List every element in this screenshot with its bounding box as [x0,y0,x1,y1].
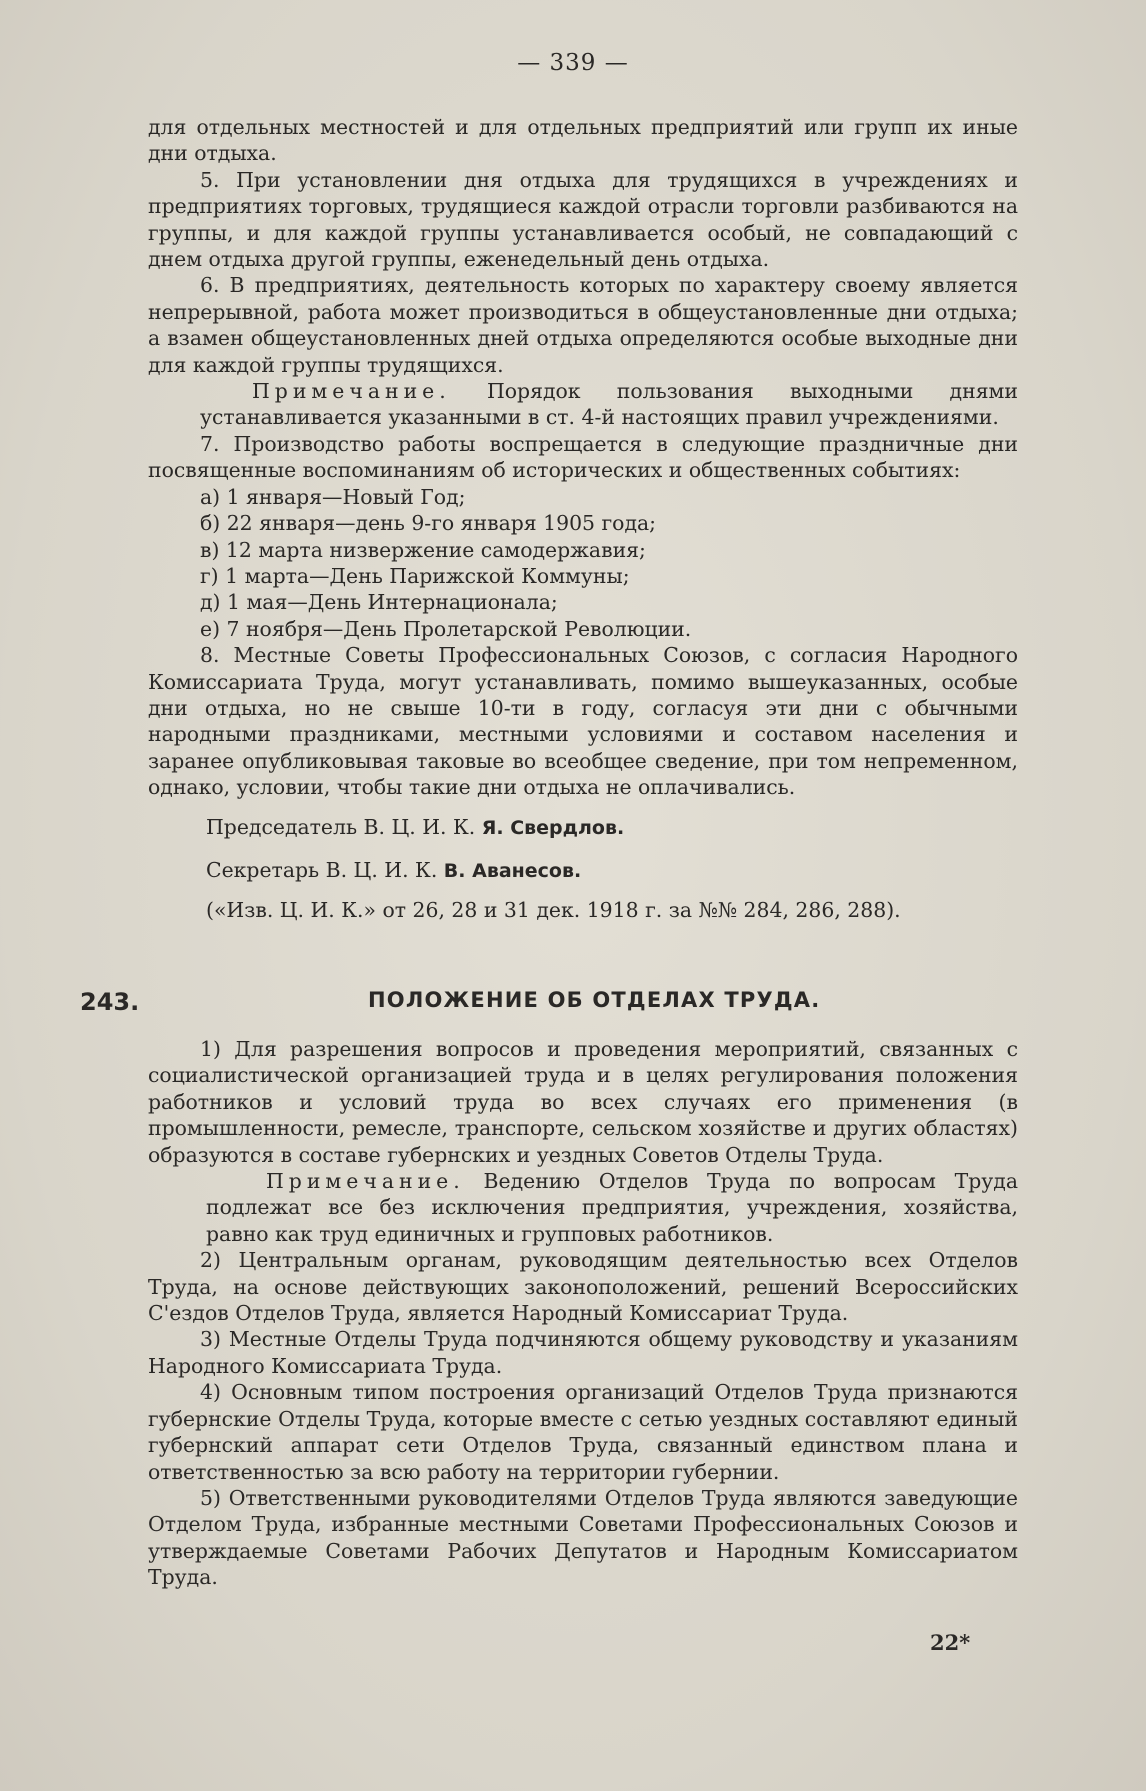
note [148,378,1018,431]
holiday-item: в) 12 марта низвержение самодержавия; [200,537,646,562]
signature-mark: 22* [930,1630,971,1655]
note-label: Примечание. [252,379,451,404]
page-number: — 339 — [517,50,629,76]
paragraph-6: 6. В предприятиях, деятельность которых по характеру своему является непрерывной, работа может производиться в общеустановленные дни отдыха; а взамен общеустановленных дней отдыха определяются особые выходные дни для каждой группы трудящихся. [148,273,1018,377]
signature-secretary [148,854,1018,887]
section-number: 243. [80,988,140,1016]
signature-chairman [148,811,1018,844]
note-text: Ведению Отделов Труда по вопросам Труда подлежат все без исключения предприятия, учреждения, хозяйства, равно как труд единичных и групповых работников. [206,1169,1019,1246]
note-text: Порядок пользования выходными днями устанавливается указанными в ст. 4-й настоящих правил учреждениями. [200,379,1019,430]
signature-title: Председатель В. Ц. И. К. [206,814,476,839]
holiday-item: д) 1 мая—День Интернационала; [200,590,558,615]
holiday-item: а) 1 января—Новый Год; [200,484,466,509]
note-label: Примечание. [266,1169,465,1194]
holiday-item: б) 22 января—день 9-го января 1905 года; [200,511,657,536]
note [148,1168,1018,1247]
holiday-item: г) 1 марта—День Парижской Коммуны; [200,563,630,588]
signature-name: В. Аванесов. [443,859,582,882]
holiday-item: е) 7 ноября—День Пролетарской Революции. [200,616,692,641]
clause-1: 1) Для разрешения вопросов и проведения мероприятий, связанных с социалистической организацией труда и в целях регулирования положения работников и условий труда во всех случаях его применения (в промышленности, ремесле, транспорте, сельском хозяйстве и других областях) образуются в составе губернских и уездных Советов Отделы Труда. [148,1037,1018,1167]
paragraph: для отдельных местностей и для отдельных предприятий или групп их иные дни отдыха. [148,115,1018,166]
decree-continuation [148,114,1018,923]
paragraph-7: 7. Производство работы воспрещается в следующие праздничные дни посвященные воспоминаниям об исторических и общественных событиях: [148,431,1018,483]
signature-name: Я. Свердлов. [481,816,625,839]
section-title: ПОЛОЖЕНИЕ ОБ ОТДЕЛАХ ТРУДА. [368,988,821,1012]
source-citation: («Изв. Ц. И. К.» от 26, 28 и 31 дек. 1918 г. за №№ 284, 286, 288). [206,897,901,922]
clause-4: 4) Основным типом построения организаций Отделов Труда признаются губернские Отделы Труда, которые вместе с сетью уездных составляют единый губернский аппарат сети Отделов Труда, связанный единством плана и ответственностью за всю работу на территории губернии. [148,1380,1018,1484]
clause-2: 2) Центральным органам, руководящим деятельностью всех Отделов Труда, на основе действующих законоположений, решений Всероссийских С'ездов Отделов Труда, является Народный Комиссариат Труда. [148,1248,1018,1326]
clause-5: 5) Ответственными руководителями Отделов Труда являются заведующие Отделом Труда, избранные местными Советами Профессиональных Союзов и утверждаемые Советами Рабочих Депутатов и Народным Комиссариатом Труда. [148,1485,1018,1590]
signature-title: Секретарь В. Ц. И. К. [206,857,438,882]
paragraph-8: 8. Местные Советы Профессиональных Союзов, с согласия Народного Комиссариата Труда, могут устанавливать, помимо вышеуказанных, особые дни отдыха, но не свыше 10-ти в году, согласуя эти дни с обычными народными праздниками, местными условиями и составом населения и заранее опубликовывая таковые во всеобщее сведение, при том непременном, однако, условии, чтобы такие дни отдыха не оплачивались. [148,643,1018,800]
paragraph-5: 5. При установлении дня отдыха для трудящихся в учреждениях и предприятиях торговых, трудящиеся каждой отрасли торговли разбиваются на группы, и для каждой группы устанавливается особый, не совпадающий с днем отдыха другой группы, еженедельный день отдыха. [148,167,1018,272]
regulation-body [148,1036,1018,1591]
clause-3: 3) Местные Отделы Труда подчиняются общему руководству и указаниям Народного Комиссариата Труда. [148,1327,1018,1378]
